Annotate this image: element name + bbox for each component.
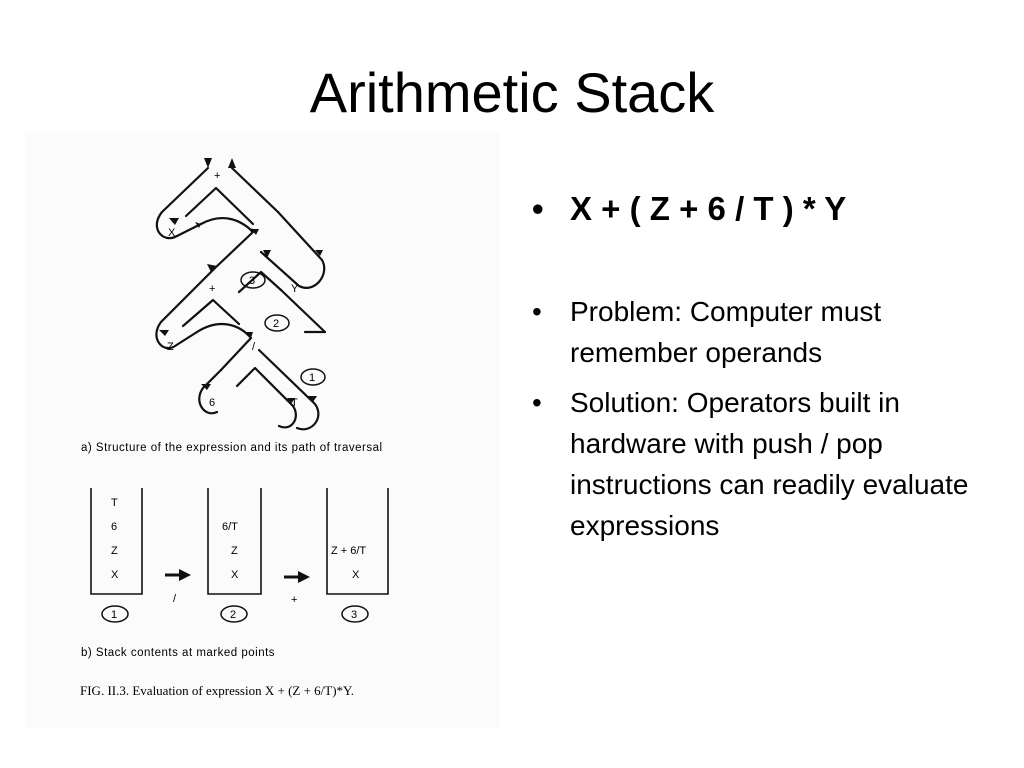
slide-title: Arithmetic Stack xyxy=(309,61,715,124)
stack-marker-2: 2 xyxy=(230,609,237,621)
stack-arrow-2 xyxy=(284,571,310,583)
node-y: Y xyxy=(291,283,299,295)
node-t: T xyxy=(291,397,298,409)
op-slash: / xyxy=(173,593,177,605)
marker-label-2: 2 xyxy=(273,318,280,330)
stack1-item: Z xyxy=(111,545,118,557)
caption-b: b) Stack contents at marked points xyxy=(81,647,276,659)
stack3-item: X xyxy=(352,569,360,581)
node-six: 6 xyxy=(209,397,216,409)
traversal-path xyxy=(156,168,325,429)
node-slash: / xyxy=(252,341,256,353)
stack1-item: T xyxy=(111,497,118,509)
stack1-item: X xyxy=(111,569,119,581)
bullet-list xyxy=(530,188,990,546)
bullet-text: Solution: Operators built in hardware with push / pop instructions can readily evaluate expressions xyxy=(570,387,969,541)
stack2-item: X xyxy=(231,569,239,581)
node-plus-root: + xyxy=(214,170,221,182)
node-z: Z xyxy=(167,341,174,353)
expression-tree-figure xyxy=(25,132,500,728)
figure-caption: FIG. II.3. Evaluation of expression X + (Z + 6/T)*Y. xyxy=(80,683,355,698)
node-x: X xyxy=(168,227,176,239)
bullet-text: Problem: Computer must remember operands xyxy=(570,296,882,368)
marker-label-3: 3 xyxy=(249,275,256,287)
node-star: * xyxy=(250,227,255,239)
bullet-solution xyxy=(530,382,990,546)
stack-marker-3: 3 xyxy=(351,609,358,621)
stack-marker-1: 1 xyxy=(111,609,118,621)
stack1-item: 6 xyxy=(111,521,118,533)
bullet-marker: • xyxy=(532,296,542,327)
figure-image xyxy=(25,132,500,728)
marker-label-1: 1 xyxy=(309,372,316,384)
bullet-text: X + ( Z + 6 / T ) * Y xyxy=(570,190,847,227)
stack-boxes xyxy=(91,488,388,594)
bullet-expression xyxy=(530,188,990,229)
bullet-marker: • xyxy=(532,387,542,418)
bullet-problem xyxy=(530,291,990,373)
node-plus: + xyxy=(209,283,216,295)
stack3-item: Z + 6/T xyxy=(331,545,367,557)
caption-a: a) Structure of the expression and its path of traversal xyxy=(81,442,383,454)
stack2-item: Z xyxy=(231,545,238,557)
stack-arrow-1 xyxy=(165,569,191,581)
bullet-marker: • xyxy=(532,190,544,227)
op-plus: + xyxy=(291,594,298,606)
stack2-item: 6/T xyxy=(222,521,238,533)
